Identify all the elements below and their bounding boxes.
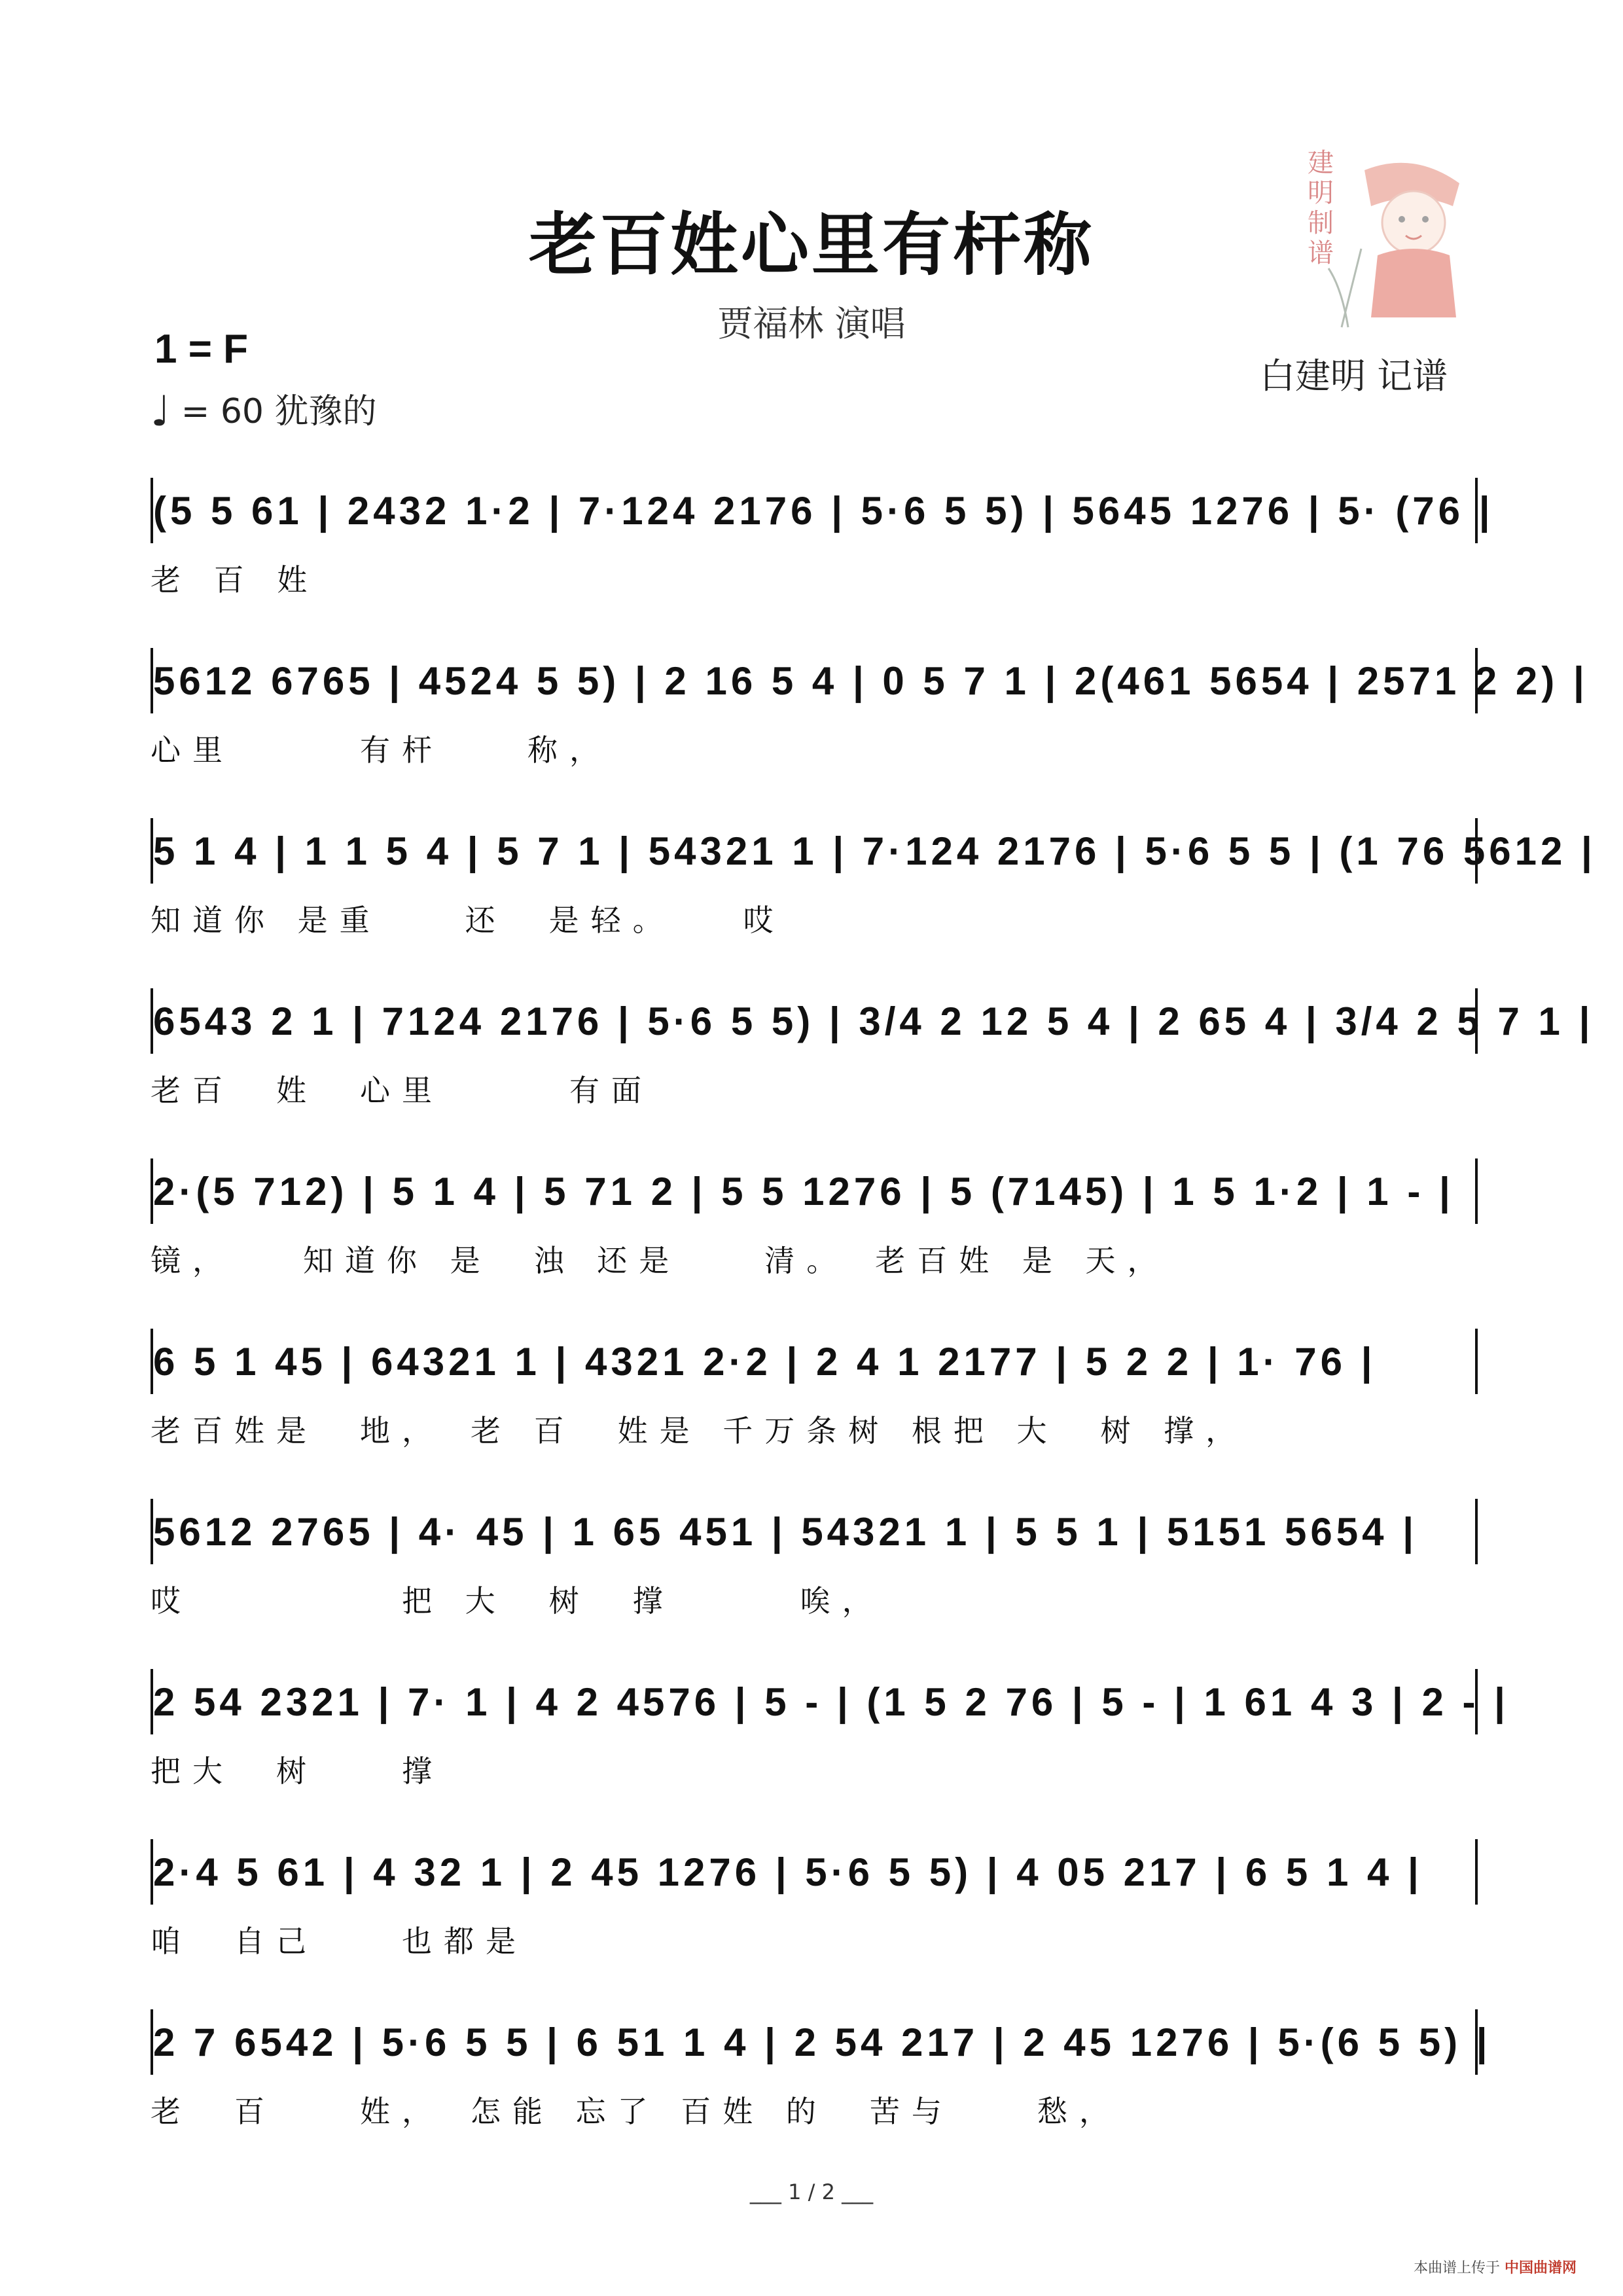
notation-text: 6 5 1 45 | 64321 1 | 4321 2·2 | 2 4 1 2177 | 5 2 2 | 1· 76 |	[153, 1339, 1376, 1384]
notation-text: 6543 2 1 | 7124 2176 | 5·6 5 5) | 3/4 2 12 5 4 | 2 65 4 | 3/4 2 5 7 1 |	[153, 999, 1594, 1043]
lyrics-line: 老 百 姓， 怎能 忘了 百姓 的 苦与 愁，	[151, 2094, 1121, 2129]
lyrics-line: 心里 有杆 称，	[151, 732, 611, 768]
notation-line	[151, 648, 1588, 713]
lyrics-line: 咱 自己 也都是	[151, 1924, 527, 1959]
lyrics-line: 把大 树 撑	[151, 1753, 444, 1789]
quarter-note-icon: ♩	[151, 387, 171, 436]
upload-credit	[1414, 2257, 1577, 2277]
notation-line	[151, 988, 1594, 1054]
lyrics-line: 镜， 知道你 是 浊 还是 清。 老百姓 是 天，	[151, 1243, 1169, 1278]
notation-line	[151, 2009, 1491, 2075]
stamp-text: 建明 制谱	[1308, 148, 1334, 268]
key-signature: 1 = F	[154, 327, 249, 372]
notation-text: 5 1 4 | 1 1 5 4 | 5 7 1 | 54321 1 | 7·124 2176 | 5·6 5 5 | (1 76 5612 |	[153, 829, 1596, 873]
notation-text: 2·4 5 61 | 4 32 1 | 2 45 1276 | 5·6 5 5) | 4 05 217 | 6 5 1 4 |	[153, 1850, 1423, 1894]
transcriber-credit: 白建明 记谱	[1260, 355, 1448, 397]
notation-line	[151, 1329, 1478, 1394]
credit-site: 中国曲谱网	[1505, 2260, 1577, 2276]
opera-figure-stamp	[1302, 144, 1479, 340]
tempo-value: = 60	[181, 392, 264, 431]
notation-line	[151, 818, 1596, 884]
lyrics-line: 老 百 姓	[151, 562, 319, 598]
lyrics-line: 老百 姓 心里 有面	[151, 1073, 653, 1108]
expression-marking: 犹豫的	[274, 392, 377, 431]
notation-line	[151, 1499, 1478, 1564]
notation-text: 2·(5 712) | 5 1 4 | 5 71 2 | 5 5 1276 | 5 (7145) | 1 5 1·2 | 1 - |	[153, 1169, 1454, 1213]
singer-credit: 贾福林 演唱	[717, 303, 906, 344]
lyrics-line: 哎 把 大 树 撑 唉，	[151, 1583, 884, 1619]
notation-line	[151, 1669, 1509, 1734]
tempo-marking	[151, 384, 377, 436]
notation-text: 2 54 2321 | 7· 1 | 4 2 4576 | 5 - | (1 5 2 76 | 5 - | 1 61 4 3 | 2 - |	[153, 1679, 1509, 1724]
notation-text: 5612 2765 | 4· 45 | 1 65 451 | 54321 1 | 5 5 1 | 5151 5654 |	[153, 1509, 1418, 1554]
notation-line	[151, 1158, 1478, 1224]
credit-prefix: 本曲谱上传于	[1414, 2260, 1501, 2276]
notation-text: (5 5 61 | 2432 1·2 | 7·124 2176 | 5·6 5 5) | 5645 1276 | 5· (76 |	[153, 488, 1494, 533]
notation-text: 2 7 6542 | 5·6 5 5 | 6 51 1 4 | 2 54 217 | 2 45 1276 | 5·(6 5 5) |	[153, 2020, 1491, 2064]
lyrics-line: 老百姓是 地， 老 百 姓是 千万条树 根把 大 树 撑，	[151, 1413, 1248, 1448]
lyrics-line: 知道你 是重 还 是轻。 哎	[151, 903, 785, 938]
notation-line	[151, 478, 1494, 543]
notation-text: 5612 6765 | 4524 5 5) | 2 16 5 4 | 0 5 7 1 | 2(461 5654 | 2571 2 2) |	[153, 658, 1588, 703]
song-title: 老百姓心里有杆称	[528, 204, 1094, 285]
notation-line	[151, 1839, 1478, 1905]
page-number: ___ 1 / 2 ___	[749, 2179, 874, 2204]
